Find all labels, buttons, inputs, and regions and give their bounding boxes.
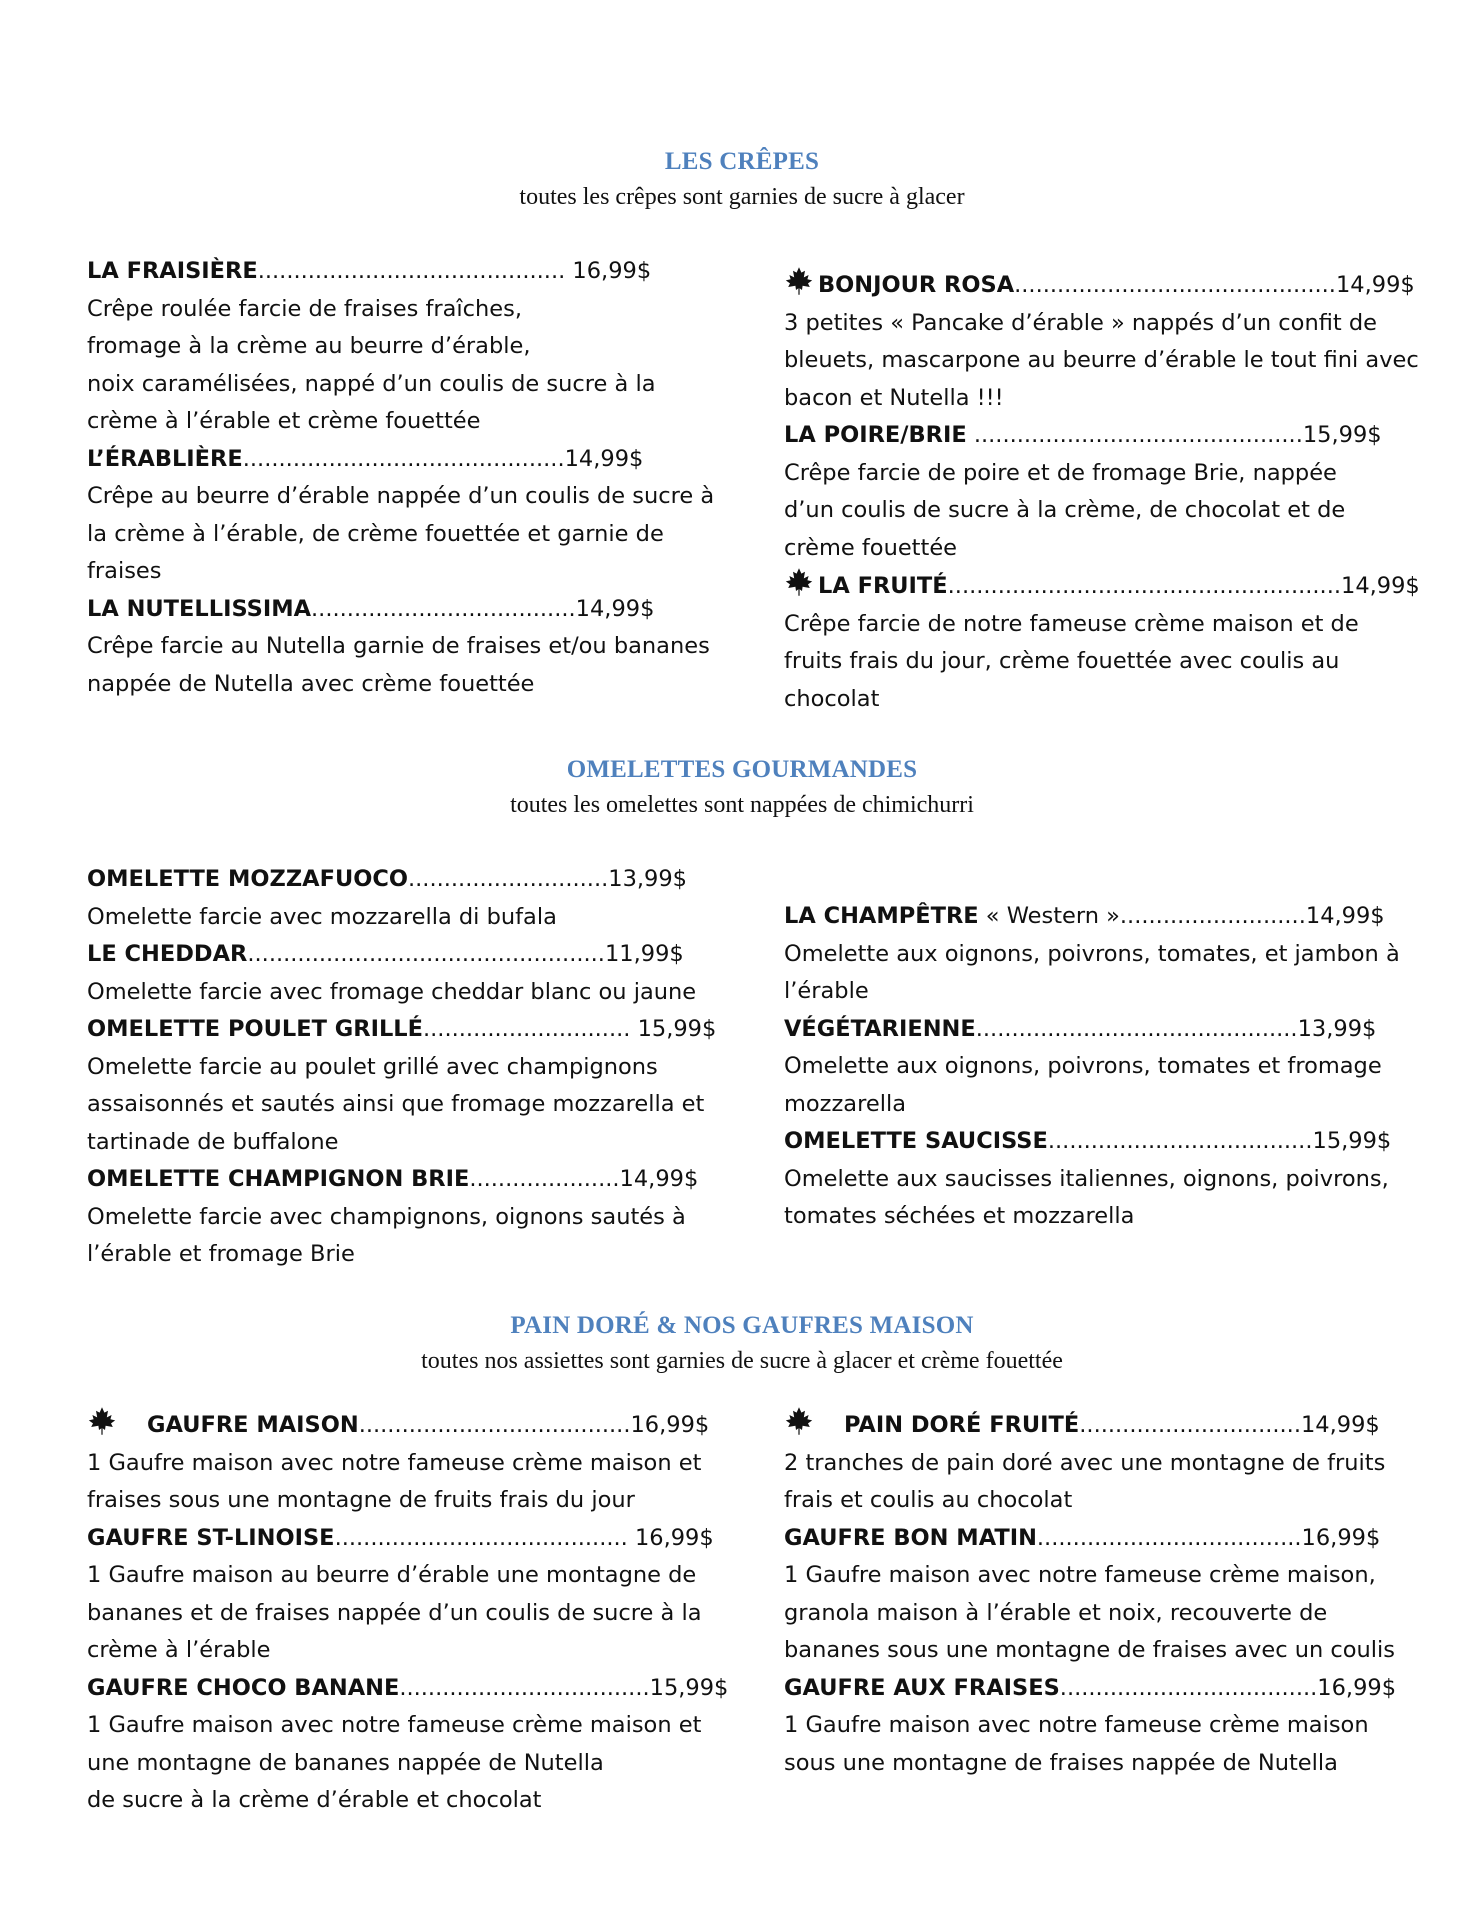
menu-item-header [87, 936, 716, 974]
menu-item-dots: .................................... [1059, 1674, 1318, 1701]
menu-item-price: 13,99$ [608, 866, 687, 892]
menu-item-description: fraises [87, 558, 162, 584]
menu-item-price: 13,99$ [1297, 1015, 1377, 1042]
menu-item-description: chocolat [784, 685, 880, 712]
menu-item-price: 16,99$ [634, 1524, 714, 1551]
menu-item-description: bananes sous une montagne de fraises avec un coulis [784, 1637, 1396, 1663]
menu-item-name: OMELETTE SAUCISSE [784, 1128, 1048, 1154]
menu-item-header [87, 1161, 716, 1199]
menu-item-description: crème fouettée [784, 534, 958, 561]
menu-item-description: 1 Gaufre maison avec notre fameuse crème maison [784, 1712, 1369, 1738]
menu-item-description: Omelette farcie avec mozzarella di bufala [87, 903, 557, 930]
menu-item-header [784, 1011, 1400, 1049]
menu-item-name: GAUFRE ST-LINOISE [87, 1524, 335, 1551]
menu-item-header [784, 898, 1400, 936]
menu-item-extra: « Western » [978, 903, 1120, 929]
menu-item-price: 11,99$ [604, 941, 684, 967]
maple-leaf-icon [784, 567, 814, 597]
menu-item-header [784, 1123, 1400, 1161]
menu-item-description: bananes et de fraises nappée d’un coulis de sucre à la [87, 1599, 702, 1626]
menu-item-price: 14,99$ [1341, 573, 1420, 599]
menu-item-description: crème à l’érable et crème fouettée [87, 408, 481, 434]
menu-item-description: Crêpe au beurre d’érable nappée d’un coulis de sucre à [87, 483, 715, 509]
section-title-gaufres: PAIN DORÉ & NOS GAUFRES MAISON [510, 1312, 974, 1339]
menu-item-description: l’érable [784, 978, 869, 1004]
menu-item-description: 1 Gaufre maison avec notre fameuse crème maison et [87, 1712, 702, 1738]
menu-item-dots: ...................................... [358, 1412, 631, 1438]
menu-item-description: Crêpe roulée farcie de fraises fraîches, [87, 295, 523, 322]
menu-item-name: GAUFRE AUX FRAISES [784, 1674, 1060, 1701]
menu-item-header [784, 1406, 1396, 1445]
menu-item-description: sous une montagne de fraises nappée de Nutella [784, 1749, 1338, 1776]
menu-item-description: Omelette aux oignons, poivrons, tomates et fromage [784, 1053, 1382, 1079]
menu-item-price: 14,99$ [564, 445, 644, 472]
menu-item-price: 14,99$ [1335, 272, 1415, 298]
menu-item-header [784, 1670, 1396, 1708]
menu-item-dots: ............................. [423, 1016, 638, 1042]
menu-item-header [87, 591, 714, 629]
menu-item-price: 16,99$ [572, 258, 652, 284]
menu-item-dots: ....................................................... [947, 573, 1342, 599]
menu-item-dots: .................................................. [247, 941, 605, 967]
menu-item-dots: ............................... [1079, 1412, 1301, 1438]
menu-item-dots: ........................................... [257, 258, 573, 284]
section-title-crepes: LES CRÊPES [664, 148, 820, 175]
menu-item-price: 14,99$ [575, 595, 655, 622]
menu-item-price: 15,99$ [1302, 422, 1382, 448]
menu-item-description: bacon et Nutella !!! [784, 384, 1004, 411]
menu-item-header [784, 567, 1420, 606]
menu-item-description: assaisonnés et sautés ainsi que fromage mozzarella et [87, 1091, 705, 1117]
menu-item-price: 14,99$ [1300, 1412, 1380, 1438]
section-subtitle-crepes: toutes les crêpes sont garnies de sucre à glacer [519, 184, 965, 210]
menu-item-name: GAUFRE MAISON [147, 1412, 359, 1438]
menu-item-header [784, 417, 1420, 455]
menu-item-dots: ............................................. [975, 1015, 1298, 1042]
menu-item-description: l’érable et fromage Brie [87, 1241, 355, 1267]
section-subtitle-omelettes: toutes les omelettes sont nappées de chimichurri [510, 792, 974, 818]
menu-item-name: LE CHEDDAR [87, 941, 248, 967]
menu-item-description: 1 Gaufre maison avec notre fameuse crème maison et [87, 1449, 702, 1476]
menu-item-description: Omelette aux oignons, poivrons, tomates, et jambon à [784, 940, 1400, 967]
menu-item-dots: ..................................... [1036, 1524, 1302, 1551]
menu-item-description: 1 Gaufre maison au beurre d’érable une montagne de [87, 1562, 697, 1588]
menu-item-description: de sucre à la crème d’érable et chocolat [87, 1787, 542, 1813]
menu-item-description: crème à l’érable [87, 1637, 271, 1663]
crepes-left-column [87, 253, 714, 703]
section-subtitle-gaufres: toutes nos assiettes sont garnies de sucre à glacer et crème fouettée [421, 1348, 1063, 1374]
menu-item-dots: ............................................. [242, 445, 565, 472]
menu-item-description: frais et coulis au chocolat [784, 1487, 1073, 1513]
gaufres-left-column [87, 1406, 728, 1820]
maple-leaf-icon [784, 1406, 814, 1436]
menu-item-description: une montagne de bananes nappée de Nutella [87, 1749, 604, 1776]
menu-item-description: bleuets, mascarpone au beurre d’érable le tout fini avec [784, 347, 1419, 373]
menu-item-name: L’ÉRABLIÈRE [87, 445, 243, 472]
menu-item-dots: ................................... [399, 1674, 650, 1701]
menu-item-description: tomates séchées et mozzarella [784, 1203, 1135, 1229]
menu-item-price: 15,99$ [649, 1674, 729, 1701]
menu-item-description: Omelette farcie avec fromage cheddar blanc ou jaune [87, 978, 697, 1005]
menu-item-description: d’un coulis de sucre à la crème, de chocolat et de [784, 497, 1346, 523]
menu-item-description: Crêpe farcie au Nutella garnie de fraises et/ou bananes [87, 633, 710, 659]
menu-item-description: Crêpe farcie de notre fameuse crème maison et de [784, 610, 1359, 637]
menu-item-name: LA NUTELLISSIMA [87, 595, 312, 622]
menu-item-description: 2 tranches de pain doré avec une montagne de fruits [784, 1449, 1386, 1476]
menu-item-name: OMELETTE MOZZAFUOCO [87, 866, 408, 892]
menu-item-dots: .......................... [1119, 903, 1306, 929]
menu-item-dots: ..................................... [311, 595, 576, 622]
menu-item-description: Crêpe farcie de poire et de fromage Brie, nappée [784, 459, 1337, 486]
gaufres-right-column [784, 1406, 1396, 1782]
menu-item-name: GAUFRE BON MATIN [784, 1524, 1037, 1551]
menu-item-price: 14,99$ [619, 1166, 699, 1192]
menu-item-price: 14,99$ [1305, 903, 1385, 929]
menu-item-price: 15,99$ [1312, 1128, 1392, 1154]
menu-item-header [784, 266, 1420, 305]
menu-item-price: 16,99$ [1317, 1674, 1397, 1701]
menu-item-name: LA CHAMPÊTRE [784, 903, 979, 929]
menu-item-description: noix caramélisées, nappé d’un coulis de sucre à la [87, 370, 656, 397]
menu-item-dots: ..................................... [1047, 1128, 1313, 1154]
menu-item-name: OMELETTE CHAMPIGNON BRIE [87, 1166, 470, 1192]
menu-item-header [784, 1520, 1396, 1558]
menu-item-header [87, 1520, 728, 1558]
menu-item-price: 16,99$ [630, 1412, 710, 1438]
crepes-right-column [784, 266, 1420, 718]
section-title-omelettes: OMELETTES GOURMANDES [566, 756, 918, 783]
menu-item-header [87, 441, 714, 479]
menu-item-name: GAUFRE CHOCO BANANE [87, 1674, 400, 1701]
menu-item-header [87, 253, 714, 291]
menu-item-description: Omelette farcie au poulet grillé avec champignons [87, 1053, 658, 1080]
menu-item-description: 3 petites « Pancake d’érable » nappés d’un confit de [784, 309, 1377, 336]
menu-item-name: LA FRAISIÈRE [87, 258, 258, 284]
menu-item-description: nappée de Nutella avec crème fouettée [87, 670, 535, 697]
menu-item-price: 15,99$ [637, 1016, 717, 1042]
menu-item-description: Omelette farcie avec champignons, oignons sautés à [87, 1203, 686, 1230]
omelettes-left-column [87, 861, 716, 1274]
menu-item-dots: ..................... [469, 1166, 620, 1192]
menu-item-dots: ............................................. [1014, 272, 1336, 298]
maple-leaf-icon [87, 1406, 117, 1436]
menu-item-name: LA POIRE/BRIE [784, 422, 967, 448]
menu-item-description: fromage à la crème au beurre d’érable, [87, 333, 531, 359]
menu-item-name: VÉGÉTARIENNE [784, 1015, 976, 1042]
menu-item-dots: .............................................. [966, 422, 1303, 448]
menu-item-header [87, 1406, 728, 1445]
menu-item-name: LA FRUITÉ [818, 573, 948, 599]
menu-item-name: OMELETTE POULET GRILLÉ [87, 1016, 423, 1042]
menu-item-description: tartinade de buffalone [87, 1128, 339, 1155]
menu-item-header [87, 1670, 728, 1708]
menu-item-price: 16,99$ [1301, 1524, 1381, 1551]
menu-item-description: la crème à l’érable, de crème fouettée et garnie de [87, 520, 664, 547]
menu-item-description: granola maison à l’érable et noix, recouverte de [784, 1599, 1328, 1626]
menu-item-name: PAIN DORÉ FRUITÉ [844, 1412, 1080, 1438]
maple-leaf-icon [784, 266, 814, 296]
menu-item-description: Omelette aux saucisses italiennes, oignons, poivrons, [784, 1165, 1389, 1192]
menu-item-description: 1 Gaufre maison avec notre fameuse crème maison, [784, 1562, 1376, 1588]
menu-item-name: BONJOUR ROSA [818, 272, 1015, 298]
menu-item-dots: ............................ [407, 866, 609, 892]
omelettes-right-column [784, 898, 1400, 1236]
menu-item-description: fruits frais du jour, crème fouettée avec coulis au [784, 648, 1340, 674]
menu-item-header [87, 1011, 716, 1049]
menu-item-description: fraises sous une montagne de fruits frais du jour [87, 1487, 635, 1513]
menu-item-dots: ......................................... [334, 1524, 635, 1551]
menu-item-description: mozzarella [784, 1090, 906, 1117]
menu-item-header [87, 861, 716, 899]
